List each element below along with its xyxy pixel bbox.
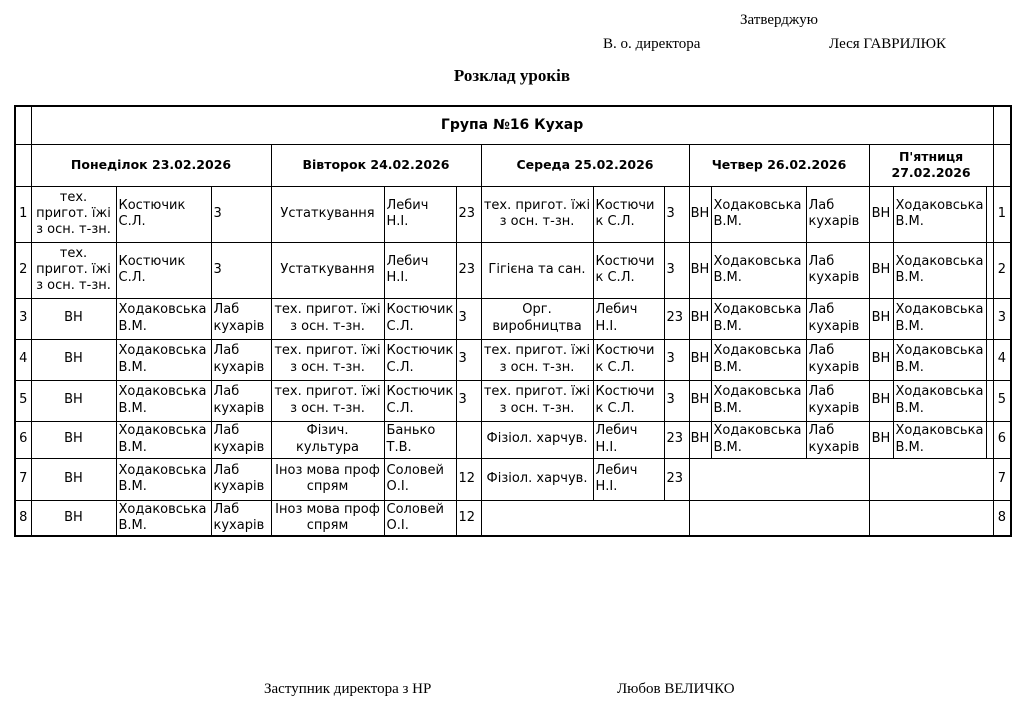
cell-room: 3 [211,242,271,298]
cell-room: 3 [456,298,481,339]
cell-vn-marker: ВН [869,298,893,339]
cell-teacher: Лебич Н.І. [593,421,664,458]
table-row [15,421,1011,458]
cell-room: 3 [456,380,481,421]
cell-teacher: Соловей О.І. [384,500,456,536]
cell-empty [986,380,993,421]
cell-vn-marker: ВН [31,380,116,421]
cell-vn-marker: ВН [869,339,893,380]
day-header: Вівторок 24.02.2026 [271,144,481,186]
cell-empty [986,421,993,458]
cell-room: Лаб кухарів [211,339,271,380]
cell-room: Лаб кухарів [806,186,869,242]
cell-empty [986,242,993,298]
cell-room: 12 [456,458,481,500]
cell-room: Лаб кухарів [806,298,869,339]
cell-room: 3 [664,380,689,421]
header-side-cell [993,106,1011,144]
cell-teacher: Ходаковська В.М. [116,339,211,380]
table-row [15,458,1011,500]
cell-vn-marker: ВН [869,242,893,298]
cell-empty [869,458,993,500]
cell-vn-marker: ВН [869,380,893,421]
cell-room [456,421,481,458]
acting-director-role: В. о. директора [603,36,701,52]
cell-lesson-number: 4 [15,339,31,380]
cell-subject: тех. пригот. їжі з осн. т-зн. [271,380,384,421]
cell-subject: тех. пригот. їжі з осн. т-зн. [481,339,593,380]
cell-teacher: Соловей О.І. [384,458,456,500]
cell-subject: Фізіол. харчув. [481,421,593,458]
table-row [15,500,1011,536]
cell-lesson-number: 4 [993,339,1011,380]
cell-lesson-number: 5 [15,380,31,421]
cell-room: Лаб кухарів [211,380,271,421]
cell-room: 12 [456,500,481,536]
cell-vn-marker: ВН [689,421,711,458]
cell-empty [481,500,689,536]
cell-teacher: Костючик С.Л. [384,339,456,380]
cell-room: 3 [211,186,271,242]
cell-empty [689,500,869,536]
cell-vn-marker: ВН [31,298,116,339]
header-side-cell [15,144,31,186]
table-row [15,298,1011,339]
cell-empty [986,298,993,339]
cell-subject: Фізіол. харчув. [481,458,593,500]
cell-subject: Орг. виробництва [481,298,593,339]
cell-teacher: Ходаковська В.М. [893,242,986,298]
cell-teacher: Ходаковська В.М. [893,186,986,242]
cell-teacher: Костючик С.Л. [593,186,664,242]
cell-teacher: Ходаковська В.М. [893,380,986,421]
cell-teacher: Ходаковська В.М. [116,421,211,458]
cell-teacher: Лебич Н.І. [384,242,456,298]
cell-teacher: Костючик С.Л. [384,298,456,339]
cell-teacher: Ходаковська В.М. [116,298,211,339]
table-row [15,242,1011,298]
cell-subject: Устаткування [271,242,384,298]
cell-room: Лаб кухарів [806,242,869,298]
cell-lesson-number: 2 [993,242,1011,298]
cell-subject: тех. пригот. їжі з осн. т-зн. [481,186,593,242]
cell-teacher: Ходаковська В.М. [711,421,806,458]
cell-room: 3 [664,242,689,298]
cell-lesson-number: 7 [993,458,1011,500]
cell-lesson-number: 3 [993,298,1011,339]
group-header: Група №16 Кухар [31,106,993,144]
cell-teacher: Ходаковська В.М. [711,380,806,421]
cell-room: 23 [456,186,481,242]
day-header: П'ятниця 27.02.2026 [869,144,993,186]
cell-room: Лаб кухарів [806,380,869,421]
cell-vn-marker: ВН [869,186,893,242]
cell-teacher: Ходаковська В.М. [711,242,806,298]
deputy-director-name: Любов ВЕЛИЧКО [617,681,735,697]
cell-room: Лаб кухарів [211,298,271,339]
cell-room: 23 [456,242,481,298]
cell-vn-marker: ВН [689,186,711,242]
cell-vn-marker: ВН [689,339,711,380]
cell-room: Лаб кухарів [806,339,869,380]
cell-teacher: Банько Т.В. [384,421,456,458]
cell-empty [869,500,993,536]
cell-subject: Іноз мова проф спрям [271,458,384,500]
cell-teacher: Костючик С.Л. [593,242,664,298]
cell-subject: тех. пригот. їжі з осн. т-зн. [481,380,593,421]
cell-teacher: Ходаковська В.М. [893,339,986,380]
cell-teacher: Костючик С.Л. [116,186,211,242]
cell-vn-marker: ВН [31,500,116,536]
cell-teacher: Ходаковська В.М. [711,339,806,380]
schedule-table-container [14,105,1012,537]
day-header: Четвер 26.02.2026 [689,144,869,186]
acting-director-name: Леся ГАВРИЛЮК [829,36,947,52]
table-row [15,186,1011,242]
cell-empty [986,339,993,380]
cell-lesson-number: 8 [15,500,31,536]
cell-subject: тех. пригот. їжі з осн. т-зн. [31,242,116,298]
cell-teacher: Костючик С.Л. [593,380,664,421]
deputy-director-position: Заступник директора з НР [264,681,432,697]
cell-subject: Гігієна та сан. [481,242,593,298]
cell-lesson-number: 5 [993,380,1011,421]
schedule-table [14,105,1012,537]
cell-room: 23 [664,458,689,500]
cell-subject: Устаткування [271,186,384,242]
table-row [15,380,1011,421]
cell-lesson-number: 1 [993,186,1011,242]
cell-vn-marker: ВН [689,298,711,339]
day-header: Понеділок 23.02.2026 [31,144,271,186]
cell-vn-marker: ВН [31,421,116,458]
cell-room: 23 [664,298,689,339]
cell-room: 3 [664,186,689,242]
cell-teacher: Ходаковська В.М. [711,298,806,339]
cell-lesson-number: 6 [993,421,1011,458]
cell-teacher: Ходаковська В.М. [893,298,986,339]
cell-lesson-number: 3 [15,298,31,339]
cell-vn-marker: ВН [31,339,116,380]
cell-teacher: Лебич Н.І. [593,458,664,500]
cell-lesson-number: 2 [15,242,31,298]
cell-vn-marker: ВН [689,380,711,421]
cell-subject: тех. пригот. їжі з осн. т-зн. [271,298,384,339]
cell-teacher: Костючик С.Л. [384,380,456,421]
cell-subject: Фізич. культура [271,421,384,458]
header-side-cell [993,144,1011,186]
cell-empty [689,458,869,500]
cell-teacher: Лебич Н.І. [593,298,664,339]
cell-teacher: Ходаковська В.М. [116,380,211,421]
cell-room: Лаб кухарів [211,421,271,458]
cell-room: 3 [456,339,481,380]
cell-vn-marker: ВН [869,421,893,458]
approval-label: Затверджую [740,12,818,28]
cell-lesson-number: 7 [15,458,31,500]
cell-room: Лаб кухарів [211,458,271,500]
cell-teacher: Ходаковська В.М. [711,186,806,242]
cell-empty [986,186,993,242]
page-title: Розклад уроків [453,66,571,85]
cell-teacher: Костючик С.Л. [593,339,664,380]
cell-teacher: Костючик С.Л. [116,242,211,298]
cell-subject: Іноз мова проф спрям [271,500,384,536]
cell-lesson-number: 1 [15,186,31,242]
header-side-cell [15,106,31,144]
cell-room: Лаб кухарів [806,421,869,458]
day-header: Середа 25.02.2026 [481,144,689,186]
cell-room: 3 [664,339,689,380]
cell-teacher: Лебич Н.І. [384,186,456,242]
cell-teacher: Ходаковська В.М. [893,421,986,458]
cell-subject: тех. пригот. їжі з осн. т-зн. [271,339,384,380]
cell-subject: тех. пригот. їжі з осн. т-зн. [31,186,116,242]
cell-lesson-number: 8 [993,500,1011,536]
table-row [15,339,1011,380]
cell-lesson-number: 6 [15,421,31,458]
cell-room: Лаб кухарів [211,500,271,536]
cell-vn-marker: ВН [31,458,116,500]
cell-teacher: Ходаковська В.М. [116,500,211,536]
cell-room: 23 [664,421,689,458]
cell-vn-marker: ВН [689,242,711,298]
cell-teacher: Ходаковська В.М. [116,458,211,500]
